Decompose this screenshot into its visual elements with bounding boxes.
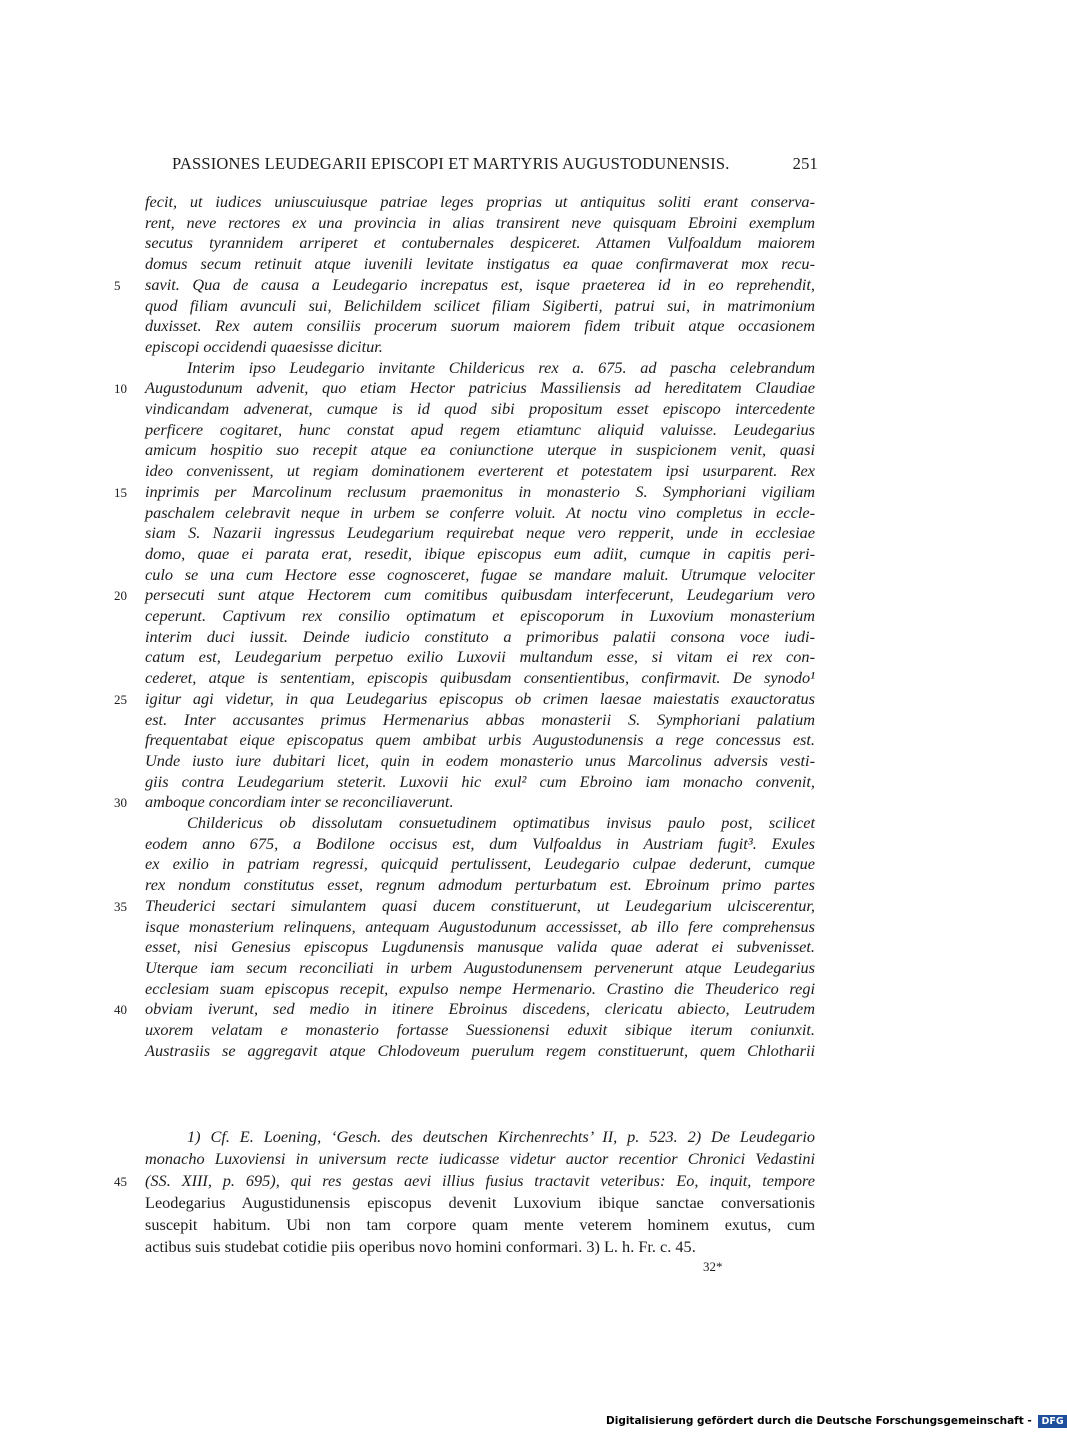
text-line: cederet, atque is sententiam, episcopis quibusdam consentientibus, confirmavit. De synodo¹ <box>145 668 815 688</box>
footnote-line: monacho Luxoviensi in universum recte iudicasse videtur auctor recentior Chronici Vedastini <box>145 1149 815 1168</box>
credit-text: Digitalisierung gefördert durch die Deutsche Forschungsgemeinschaft - <box>606 1415 1032 1427</box>
text-line: interim duci iussit. Deinde iudicio constituto a primoribus palatii consona voce iudi- <box>145 626 815 646</box>
text-line: secutus tyrannidem arriperet et contubernales despiceret. Attamen Vulfoaldum maiorem <box>145 233 815 253</box>
running-title: PASSIONES LEUDEGARII EPISCOPI ET MARTYRIS AUGUSTODUNENSIS. <box>172 154 730 173</box>
sheet-marker: 32* <box>703 1259 723 1274</box>
text-line: siam S. Nazarii ingressus Leudegarium requirebat neque vero repperit, unde in ecclesiae <box>145 523 815 543</box>
text-line: culo se una cum Hectore esse cognosceret, fugae se mandare maluit. Utrumque velociter <box>145 564 815 584</box>
line-number: 25 <box>114 691 127 707</box>
text-line: amboque concordiam inter se reconciliaverunt. <box>145 792 454 812</box>
text-line: quod filiam avunculi sui, Belichildem scilicet filiam Sigiberti, patrui sui, in matrimonium <box>145 295 815 315</box>
text-line: perficere cogitaret, hunc constat apud regem etiamtunc aliquid valuisse. Leudegarius <box>145 419 815 439</box>
line-number: 30 <box>114 795 127 811</box>
text-line: savit. Qua de causa a Leudegario increpatus est, isque praeterea id in eo reprehendit, <box>145 274 815 294</box>
text-line: amicum hospitio suo recepit atque ea coniunctione uterque in suspicionem venit, quasi <box>145 440 815 460</box>
digitization-credit <box>606 1415 1067 1428</box>
line-number: 40 <box>114 1002 127 1018</box>
text-line: esset, nisi Genesius episcopus Lugdunensis manusque valida quae aderat ei subvenisset. <box>145 937 815 957</box>
line-number: 45 <box>114 1174 127 1189</box>
text-line: ceperunt. Captivum rex consilio optimatum et episcoporum in Luxovium monasterium <box>145 606 815 625</box>
text-line: uxorem velatam e monasterio fortasse Suessionensi eduxit sibique iterum coniunxit. <box>145 1020 815 1039</box>
text-line: fecit, ut iudices uniuscuiusque patriae leges proprias ut antiquitus soliti erant conserva- <box>145 192 815 211</box>
text-line: Childericus ob dissolutam consuetudinem optimatibus invisus paulo post, scilicet <box>187 813 815 832</box>
footnote-line: Leodegarius Augustidunensis episcopus devenit Luxovium ibique sanctae conversationis <box>145 1193 815 1212</box>
text-line: eodem anno 675, a Bodilone occisus est, dum Vulfoaldus in Austriam fugit³. Exules <box>145 833 815 853</box>
text-line: episcopi occidendi quaesisse dicitur. <box>145 336 383 356</box>
line-number: 15 <box>114 484 127 500</box>
footnote-line: 1) Cf. E. Loening, ‘Gesch. des deutschen Kirchenrechts’ II, p. 523. 2) De Leudegario <box>187 1127 815 1146</box>
footnote-line: actibus suis studebat cotidie piis operibus novo homini conformari. 3) L. h. Fr. c. 45. <box>145 1237 696 1256</box>
text-line: Unde iusto iure dubitari licet, quin in eodem monasterio unus Marcolinus adversis vesti- <box>145 750 815 770</box>
text-line: est. Inter accusantes primus Hermenarius abbas monasterii S. Symphoriani palatium <box>145 709 815 729</box>
text-line: inprimis per Marcolinum reclusum praemonitus in monasterio S. Symphoriani vigiliam <box>145 481 815 501</box>
text-line: giis contra Leudegarium steterit. Luxovii hic exul² cum Ebroino iam monacho convenit, <box>145 771 815 791</box>
text-line: ex exilio in patriam regressi, quicquid pertulissent, Leudegario culpae dederunt, cumque <box>145 854 815 874</box>
footnote-line: suscepit habitum. Ubi non tam corpore quam mente veterem hominem exutus, cum <box>145 1215 815 1234</box>
text-line: igitur agi videtur, in qua Leudegarius episcopus ob crimen laesae maiestatis exauctoratus <box>145 688 815 708</box>
text-line: rex nondum constitutus esset, regnum admodum perturbatum est. Ebroinum primo partes <box>145 875 815 895</box>
text-line: frequentabat eique episcopatus quem ambibat urbis Augustodunensis a rege concessus est. <box>145 730 815 750</box>
text-line: Theuderici sectari simulantem quasi ducem constituerunt, ut Leudegarium ulciscerentur, <box>145 895 815 915</box>
text-line: paschalem celebravit neque in urbem se conferre voluit. At noctu vino completus in eccle- <box>145 502 815 522</box>
text-line: catum est, Leudegarium perpetuo exilio Luxovii multandum esse, si vitam ei rex con- <box>145 647 815 667</box>
text-line: duxisset. Rex autem consiliis procerum suorum maiorem fidem tribuit atque occasionem <box>145 316 815 336</box>
line-number: 35 <box>114 898 127 914</box>
footnote-line: (SS. XIII, p. 695), qui res gestas aevi illius fusius tractavit veteribus: Eo, inquit, tempore <box>145 1171 815 1190</box>
page-number: 251 <box>792 154 818 173</box>
line-number: 10 <box>114 381 127 397</box>
text-line: ecclesiam suam episcopus recepit, expulso nempe Hermenario. Crastino die Theuderico regi <box>145 978 815 998</box>
text-line: domo, quae ei parata erat, resedit, ibique episcopus eum adiit, cumque in capitis peri- <box>145 543 815 563</box>
text-line: persecuti sunt atque Hectorem cum comitibus quibusdam interfecerunt, Leudegarium vero <box>145 585 815 605</box>
text-line: Uterque iam secum reconciliati in urbem Augustodunensem pervenerunt atque Leudegarius <box>145 957 815 977</box>
text-line: ideo convenissent, ut regiam dominationem everterent et potestatem ipsi usurparent. Rex <box>145 461 815 481</box>
text-line: Augustodunum advenit, quo etiam Hector patricius Massiliensis ad hereditatem Claudiae <box>145 378 815 398</box>
text-line: domus secum retinuit atque iuvenili levitate instigatus ea quae confirmaverat mox recu- <box>145 254 815 274</box>
text-line: Interim ipso Leudegario invitante Childericus rex a. 675. ad pascha celebrandum <box>187 357 815 377</box>
text-line: rent, neve rectores ex una provincia in alias transirent neve quisquam Ebroini exemplum <box>145 212 815 232</box>
dfg-logo: DFG <box>1038 1415 1066 1428</box>
text-line: vindicandam advenerat, cumque is id quod sibi propositum esset episcopo intercedente <box>145 399 815 418</box>
text-line: isque monasterium relinquens, antequam Augustodunum accessisset, ab illo fere comprehensus <box>145 916 815 936</box>
text-line: Austrasiis se aggregavit atque Chlodoveum puerulum regem constituerunt, quem Chlotharii <box>145 1040 815 1060</box>
text-line: obviam iverunt, sed medio in itinere Ebroinus discedens, clericatu abiecto, Leutrudem <box>145 999 815 1019</box>
line-number: 20 <box>114 588 127 604</box>
line-number: 5 <box>114 277 121 293</box>
